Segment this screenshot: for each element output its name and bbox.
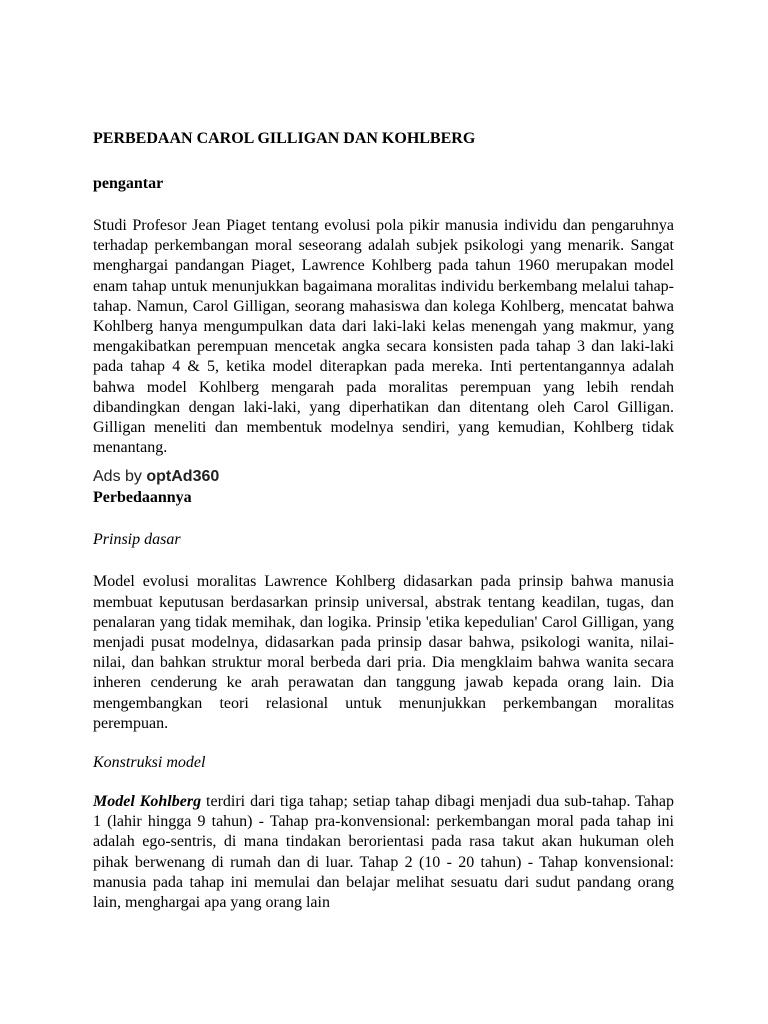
ads-brand[interactable]: optAd360 [146,468,220,486]
intro-heading: pengantar [93,175,164,192]
construction-heading: Konstruksi model [93,754,206,772]
principle-heading: Prinsip dasar [93,531,181,549]
ads-prefix: Ads by [93,468,147,486]
construction-text: terdiri dari tiga tahap; setiap tahap dibagi menjadi dua sub-tahap. Tahap 1 (lahir hingga 9 tahun) - Tahap pra-konvensional: perkembangan moral pada tahap ini adalah ego-sentris, di mana tindakan berorientasi pada rasa takut akan hukuman oleh pihak berwenang di rumah dan di luar. Tahap 2 (10 - 20 tahun) - Tahap konvensional: manusia pada tahap ini memulai dan belajar melihat sesuatu dari sudut pandang orang lain, menghargai apa yang orang lain [93,793,674,912]
ads-label[interactable] [93,467,674,487]
document-title: PERBEDAAN CAROL GILLIGAN DAN KOHLBERG [93,130,476,147]
construction-lead: Model Kohlberg [93,793,202,811]
document-page [93,128,674,913]
differences-heading: Perbedaannya [93,489,192,507]
principle-paragraph: Model evolusi moralitas Lawrence Kohlberg didasarkan pada prinsip bahwa manusia membuat keputusan berdasarkan prinsip universal, abstrak tentang keadilan, tugas, dan penalaran yang tidak memihak, dan logika. Prinsip 'etika kepedulian' Carol Gilligan, yang menjadi pusat modelnya, didasarkan pada prinsip dasar bahwa, psikologi wanita, nilai-nilai, dan bahkan struktur moral berbeda dari pria. Dia mengklaim bahwa wanita secara inheren cenderung ke arah perawatan dan tanggung jawab kepada orang lain. Dia mengembangkan teori relasional untuk menunjukkan perkembangan moralitas perempuan. [93,573,674,732]
intro-paragraph: Studi Profesor Jean Piaget tentang evolusi pola pikir manusia individu dan pengaruhnya terhadap perkembangan moral seseorang adalah subjek psikologi yang menarik. Sangat menghargai pandangan Piaget, Lawrence Kohlberg pada tahun 1960 merupakan model enam tahap untuk menunjukkan bagaimana moralitas individu berkembang melalui tahap-tahap. Namun, Carol Gilligan, seorang mahasiswa dan kolega Kohlberg, mencatat bahwa Kohlberg hanya mengumpulkan data dari laki-laki kelas menengah yang makmur, yang mengakibatkan perempuan mencetak angka secara konsisten pada tahap 3 dan laki-laki pada tahap 4 & 5, ketika model diterapkan pada mereka. Inti pertentangannya adalah bahwa model Kohlberg mengarah pada moralitas perempuan yang lebih rendah dibandingkan dengan laki-laki, yang diperhatikan dan ditentang oleh Carol Gilligan. Gilligan meneliti dan membentuk modelnya sendiri, yang kemudian, Kohlberg tidak menantang. [93,217,674,457]
construction-paragraph [93,792,674,913]
